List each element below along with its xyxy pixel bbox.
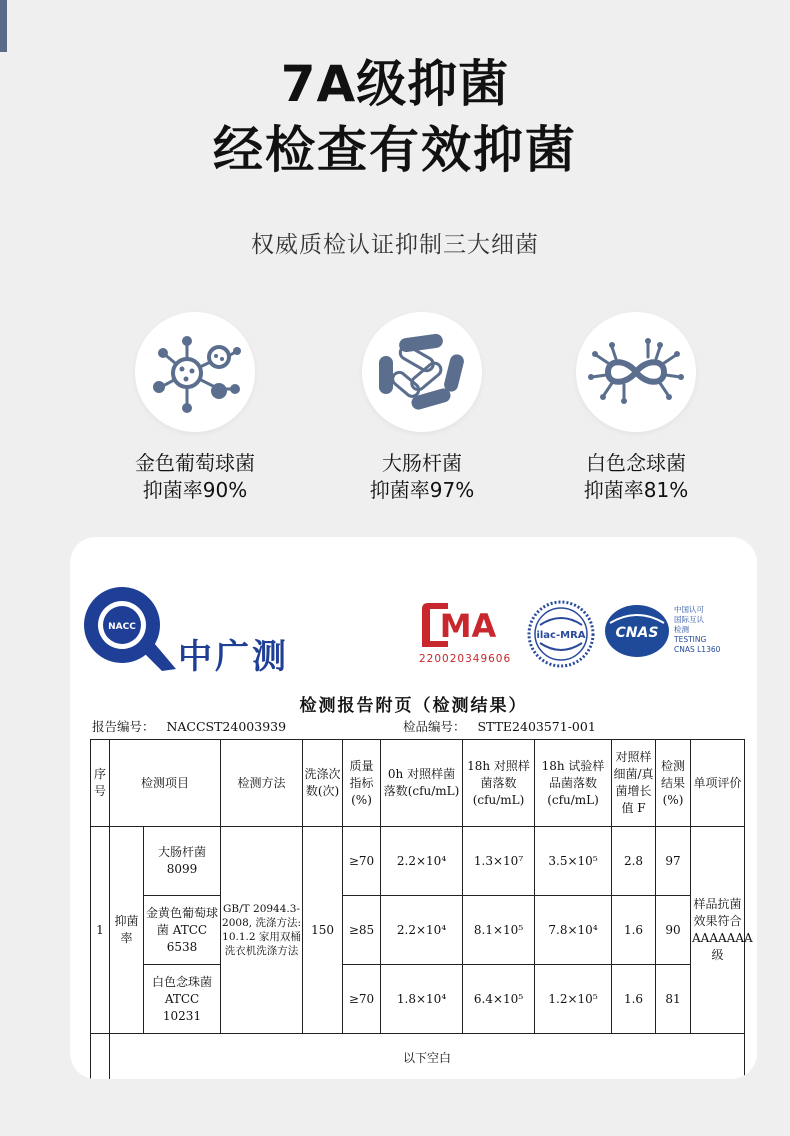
- cell-item: 大肠杆菌 8099: [144, 827, 221, 896]
- col-c18h: 18h 对照样菌落数(cfu/mL): [463, 740, 535, 827]
- cell-t18h: 3.5×10⁵: [535, 827, 612, 896]
- cell-c0h: 2.2×10⁴: [381, 827, 463, 896]
- bacteria-name: 金色葡萄球菌: [135, 451, 255, 475]
- results-table: [90, 739, 753, 1079]
- e-coli-icon: [377, 332, 467, 412]
- cell-method: GB/T 20944.3-2008, 洗涤方法: 10.1.2 家用双桶洗衣机洗涤方法: [221, 827, 303, 1034]
- cell-item: 白色念珠菌 ATCC 10231: [144, 965, 221, 1034]
- page-title: 7A级抑菌: [280, 55, 510, 113]
- cell-c18h: 8.1×10⁵: [463, 896, 535, 965]
- cnas-caption: 中国认可 国际互认 检测 TESTING CNAS L1360: [674, 605, 721, 654]
- cell-seq: 1: [91, 827, 110, 1034]
- table-footer-row: [91, 1034, 745, 1080]
- report-number: 报告编号： NACCST24003939: [92, 719, 287, 734]
- cell-result: 90: [656, 896, 691, 965]
- col-f: 对照样细菌/真菌增长值 F: [612, 740, 656, 827]
- bacteria-rate: 抑菌率90%: [142, 478, 248, 502]
- cell-result: 97: [656, 827, 691, 896]
- cnas-label: CNAS: [615, 625, 659, 641]
- cell-c18h: 6.4×10⁵: [463, 965, 535, 1034]
- col-method: 检测方法: [221, 740, 303, 827]
- cell-f: 2.8: [612, 827, 656, 896]
- cma-logo: [418, 599, 512, 651]
- ilac-label: ilac-MRA: [536, 630, 586, 641]
- cell-c0h: 1.8×10⁴: [381, 965, 463, 1034]
- report-title: 检测报告附页（检测结果）: [299, 696, 528, 716]
- bacteria-rate: 抑菌率81%: [583, 478, 689, 502]
- candida-icon: [588, 337, 684, 407]
- svg-text:MA: MA: [439, 607, 497, 645]
- blank-below-note: 以下空白: [110, 1034, 745, 1080]
- cell-t18h: 1.2×10⁵: [535, 965, 612, 1034]
- cell-index: ≥70: [343, 827, 381, 896]
- col-c0h: 0h 对照样菌落数(cfu/mL): [381, 740, 463, 827]
- table-row: [91, 965, 745, 1034]
- cma-number: 220020349606: [419, 653, 512, 665]
- cell-f: 1.6: [612, 896, 656, 965]
- cnas-logo: [604, 603, 670, 659]
- cell-c18h: 1.3×10⁷: [463, 827, 535, 896]
- sample-number: 检品编号： STTE2403571-001: [403, 719, 596, 734]
- page-title-line2: 经检查有效抑菌: [213, 121, 577, 179]
- staphylococcus-icon: [147, 329, 243, 415]
- table-row: [91, 827, 745, 896]
- cell-washes: 150: [303, 827, 343, 1034]
- cell-item: 金黄色葡萄球菌 ATCC 6538: [144, 896, 221, 965]
- cell-t18h: 7.8×10⁴: [535, 896, 612, 965]
- bacteria-rate: 抑菌率97%: [369, 478, 475, 502]
- cell-evaluation: 样品抗菌效果符合AAAAAAA级: [691, 827, 745, 1034]
- cell-c0h: 2.2×10⁴: [381, 896, 463, 965]
- test-report: [70, 537, 757, 1079]
- col-index: 质量指标(%): [343, 740, 381, 827]
- bacteria-name: 白色念球菌: [586, 451, 686, 475]
- cell-result: 81: [656, 965, 691, 1034]
- cell-index: ≥70: [343, 965, 381, 1034]
- report-card: [70, 537, 757, 1079]
- col-seq: 序号: [91, 740, 110, 827]
- table-header: [91, 740, 745, 827]
- col-eval: 单项评价: [691, 740, 745, 827]
- col-item: 检测项目: [110, 740, 221, 827]
- page-subtitle: 权威质检认证抑制三大细菌: [251, 232, 539, 258]
- cell-index: ≥85: [343, 896, 381, 965]
- org-name: 中广测: [178, 637, 289, 677]
- bacteria-card-staphylococcus: [80, 312, 310, 504]
- col-result: 检测结果(%): [656, 740, 691, 827]
- table-row: [91, 896, 745, 965]
- bacteria-card-e-coli: [307, 312, 537, 504]
- bacteria-card-candida: [521, 312, 751, 504]
- col-washes: 洗涤次数(次): [303, 740, 343, 827]
- col-t18h: 18h 试验样品菌落数(cfu/mL): [535, 740, 612, 827]
- nacc-badge-text: NACC: [108, 622, 136, 632]
- ilac-mra-logo: [526, 599, 596, 669]
- cell-f: 1.6: [612, 965, 656, 1034]
- nacc-logo: [78, 583, 178, 673]
- bacteria-name: 大肠杆菌: [382, 451, 462, 475]
- cell-category: 抑菌率: [110, 827, 144, 1034]
